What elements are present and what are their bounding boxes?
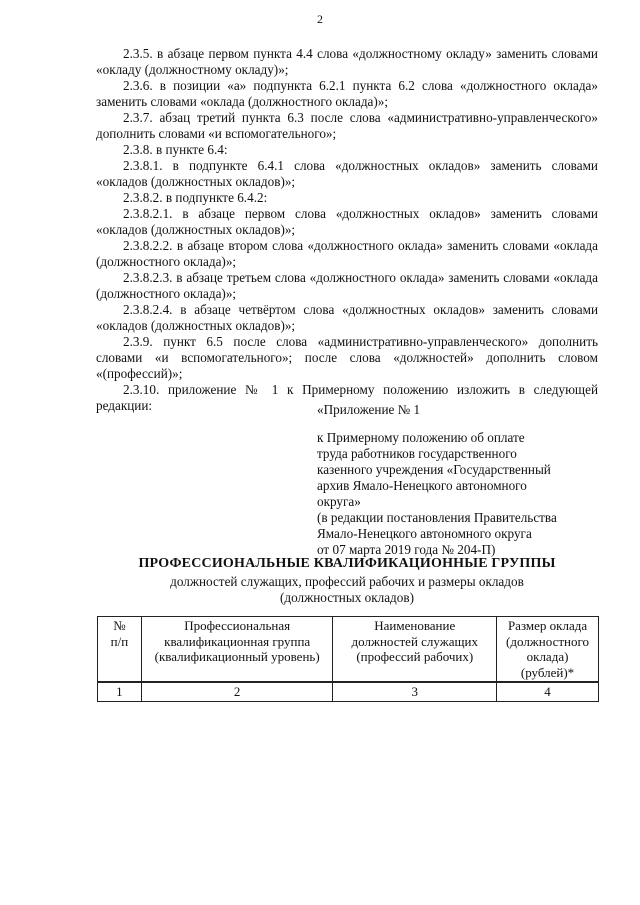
appendix-line: от 07 марта 2019 года № 204-П) [317, 542, 496, 557]
table-header-row [98, 617, 599, 683]
header-text: квалификационная группа [164, 633, 311, 649]
paragraph-2-3-8-1: 2.3.8.1. в подпункте 6.4.1 слова «должностных окладов» заменить словами «окладов (должностных окладов)»; [96, 158, 598, 189]
paragraph-2-3-8-2-1: 2.3.8.2.1. в абзаце первом слова «должностных окладов» заменить словами «окладов (должностных окладов)»; [96, 206, 598, 237]
appendix-line: к Примерному положению об оплате [317, 430, 525, 445]
appendix-line: труда работников государственного [317, 446, 517, 461]
header-cell-group [141, 617, 333, 683]
paragraph-2-3-8-2-4: 2.3.8.2.4. в абзаце четвёртом слова «должностных окладов» заменить словами «окладов (должностных окладов)»; [96, 302, 598, 333]
appendix-line: казенного учреждения «Государственный [317, 462, 551, 477]
qualification-groups-table [97, 616, 599, 702]
paragraph-2-3-7: 2.3.7. абзац третий пункта 6.3 после слова «административно-управленческого» дополнить словами «и вспомогательного»; [96, 110, 598, 141]
paragraph-2-3-9: 2.3.9. пункт 6.5 после слова «административно-управленческого» дополнить словами «и вспомогательного»; после слова «должностей» дополнить словом «(профессий)»; [96, 334, 598, 381]
header-text: (рублей)* [520, 664, 575, 680]
header-cell-position [333, 617, 497, 683]
header-text: (должностного [506, 633, 589, 649]
column-number-cell: 4 [497, 682, 599, 701]
appendix-line: округа» [317, 494, 361, 509]
page-number: 2 [317, 12, 323, 26]
column-number-cell: 1 [98, 682, 142, 701]
paragraph-2-3-8-2-2: 2.3.8.2.2. в абзаце втором слова «должностного оклада» заменить словами «оклада (должностного оклада)»; [96, 238, 598, 269]
section-title: ПРОФЕССИОНАЛЬНЫЕ КВАЛИФИКАЦИОННЫЕ ГРУППЫ [138, 556, 556, 571]
section-subtitle [96, 574, 598, 606]
subtitle-line: должностей служащих, профессий рабочих и размеры окладов [170, 574, 524, 589]
subtitle-line: (должностных окладов) [280, 590, 414, 605]
appendix-heading: «Приложение № 1 [317, 402, 421, 417]
header-text: п/п [110, 633, 129, 649]
header-text: (квалификационный уровень) [154, 649, 320, 664]
paragraph-2-3-8: 2.3.8. в пункте 6.4: [123, 142, 228, 157]
paragraph-2-3-6: 2.3.6. в позиции «а» подпункта 6.2.1 пункта 6.2 слова «должностного оклада» заменить словами «оклада (должностного оклада)»; [96, 78, 598, 109]
appendix-line: Ямало-Ненецкого автономного округа [317, 526, 532, 541]
paragraph-2-3-8-2: 2.3.8.2. в подпункте 6.4.2: [123, 190, 268, 205]
header-cell-number [98, 617, 142, 683]
appendix-line: (в редакции постановления Правительства [317, 510, 557, 525]
paragraph-2-3-10: 2.3.10. приложение № 1 к Примерному положению изложить в следующей редакции: [96, 382, 598, 413]
amendments-body [96, 46, 598, 414]
appendix-line: архив Ямало-Ненецкого автономного [317, 478, 527, 493]
table-column-numbers-row [98, 682, 599, 701]
appendix-header [317, 402, 607, 558]
header-text: должностей служащих [351, 633, 478, 649]
header-text: оклада) [526, 649, 569, 664]
paragraph-2-3-8-2-3: 2.3.8.2.3. в абзаце третьем слова «должностного оклада» заменить словами «оклада (должностного оклада)»; [96, 270, 598, 301]
header-cell-salary [497, 617, 599, 683]
header-text: Профессиональная [184, 618, 291, 633]
header-text: Наименование [374, 618, 456, 633]
column-number-cell: 3 [333, 682, 497, 701]
paragraph-2-3-5: 2.3.5. в абзаце первом пункта 4.4 слова «должностному окладу» заменить словами «окладу (должностному окладу)»; [96, 46, 598, 77]
column-number-cell: 2 [141, 682, 333, 701]
header-text: № [113, 618, 126, 633]
header-text: Размер оклада [507, 618, 588, 633]
header-text: (профессий рабочих) [356, 649, 474, 664]
